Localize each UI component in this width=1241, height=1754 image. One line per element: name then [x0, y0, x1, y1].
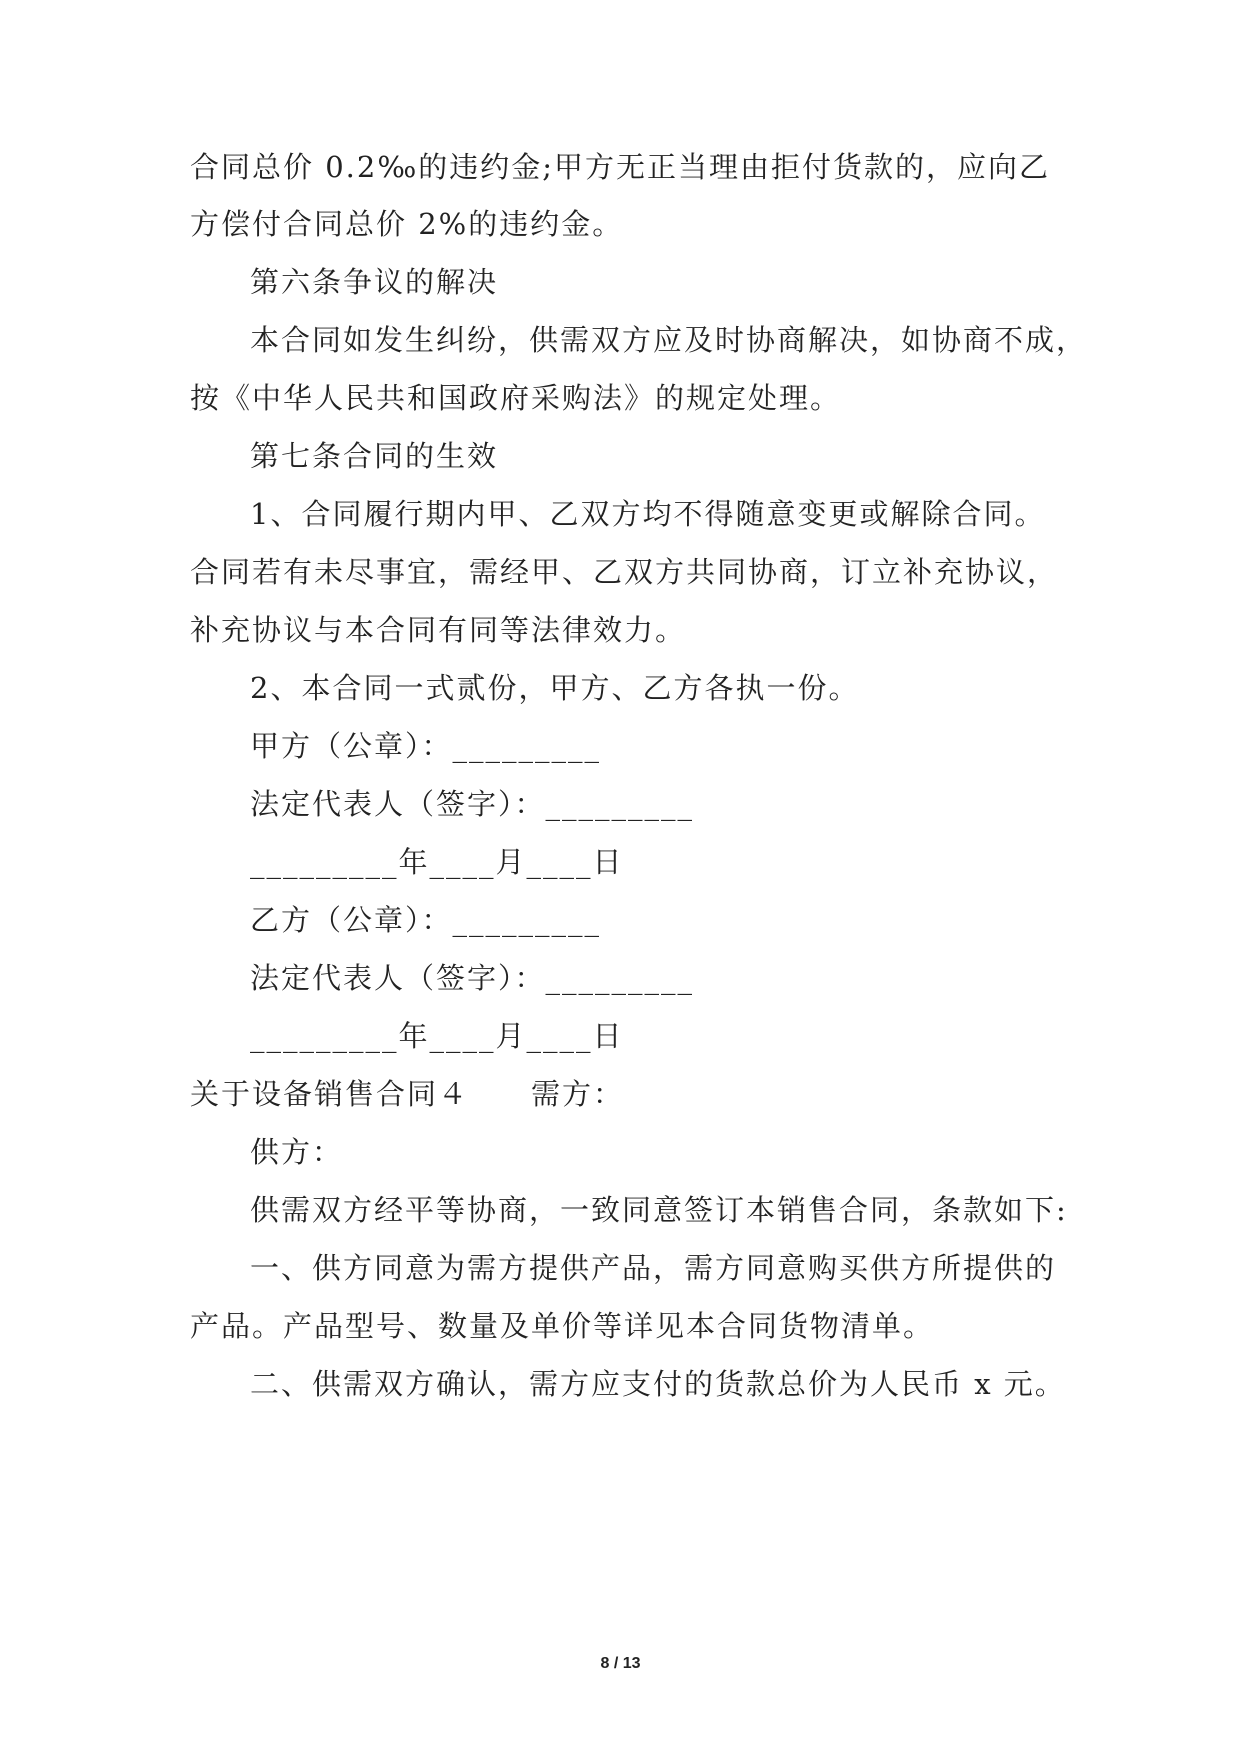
section-heading-6: 第六条争议的解决 [250, 265, 499, 299]
supplier-line: 供方： [250, 1135, 344, 1169]
party-b-date-line: _________年____月____日 [250, 1019, 624, 1053]
page-number: 8 / 13 [600, 1655, 641, 1672]
party-a-seal-line: 甲方（公章）：_________ [250, 729, 602, 763]
text-line: 本合同如发生纠纷，供需双方应及时协商解决，如协商不成， [250, 323, 1088, 357]
text-line: 合同总价 0.2‰的违约金;甲方无正当理由拒付货款的，应向乙 [190, 150, 1051, 184]
text-line: 按《中华人民共和国政府采购法》的规定处理。 [190, 381, 842, 415]
text-line: 补充协议与本合同有同等法律效力。 [190, 613, 687, 647]
party-a-representative-line: 法定代表人（签字）：_________ [250, 787, 695, 821]
text-line: 二、供需双方确认，需方应支付的货款总价为人民币 x 元。 [250, 1367, 1066, 1401]
party-b-representative-line: 法定代表人（签字）：_________ [250, 961, 695, 995]
text-line: 供需双方经平等协商，一致同意签订本销售合同，条款如下: [250, 1193, 1068, 1227]
text-line: 1、合同履行期内甲、乙双方均不得随意变更或解除合同。 [250, 497, 1046, 531]
text-line: 一、供方同意为需方提供产品，需方同意购买供方所提供的 [250, 1251, 1057, 1285]
contract-title-line: 关于设备销售合同４ 需方： [190, 1077, 625, 1111]
text-line: 2、本合同一式贰份，甲方、乙方各执一份。 [250, 671, 860, 705]
text-line: 产品。产品型号、数量及单价等详见本合同货物清单。 [190, 1309, 935, 1343]
text-line: 方偿付合同总价 2%的违约金。 [190, 207, 624, 241]
section-heading-7: 第七条合同的生效 [250, 439, 499, 473]
party-b-seal-line: 乙方（公章）：_________ [250, 903, 602, 937]
text-line: 合同若有未尽事宜，需经甲、乙双方共同协商，订立补充协议， [190, 555, 1059, 589]
party-a-date-line: _________年____月____日 [250, 845, 624, 879]
